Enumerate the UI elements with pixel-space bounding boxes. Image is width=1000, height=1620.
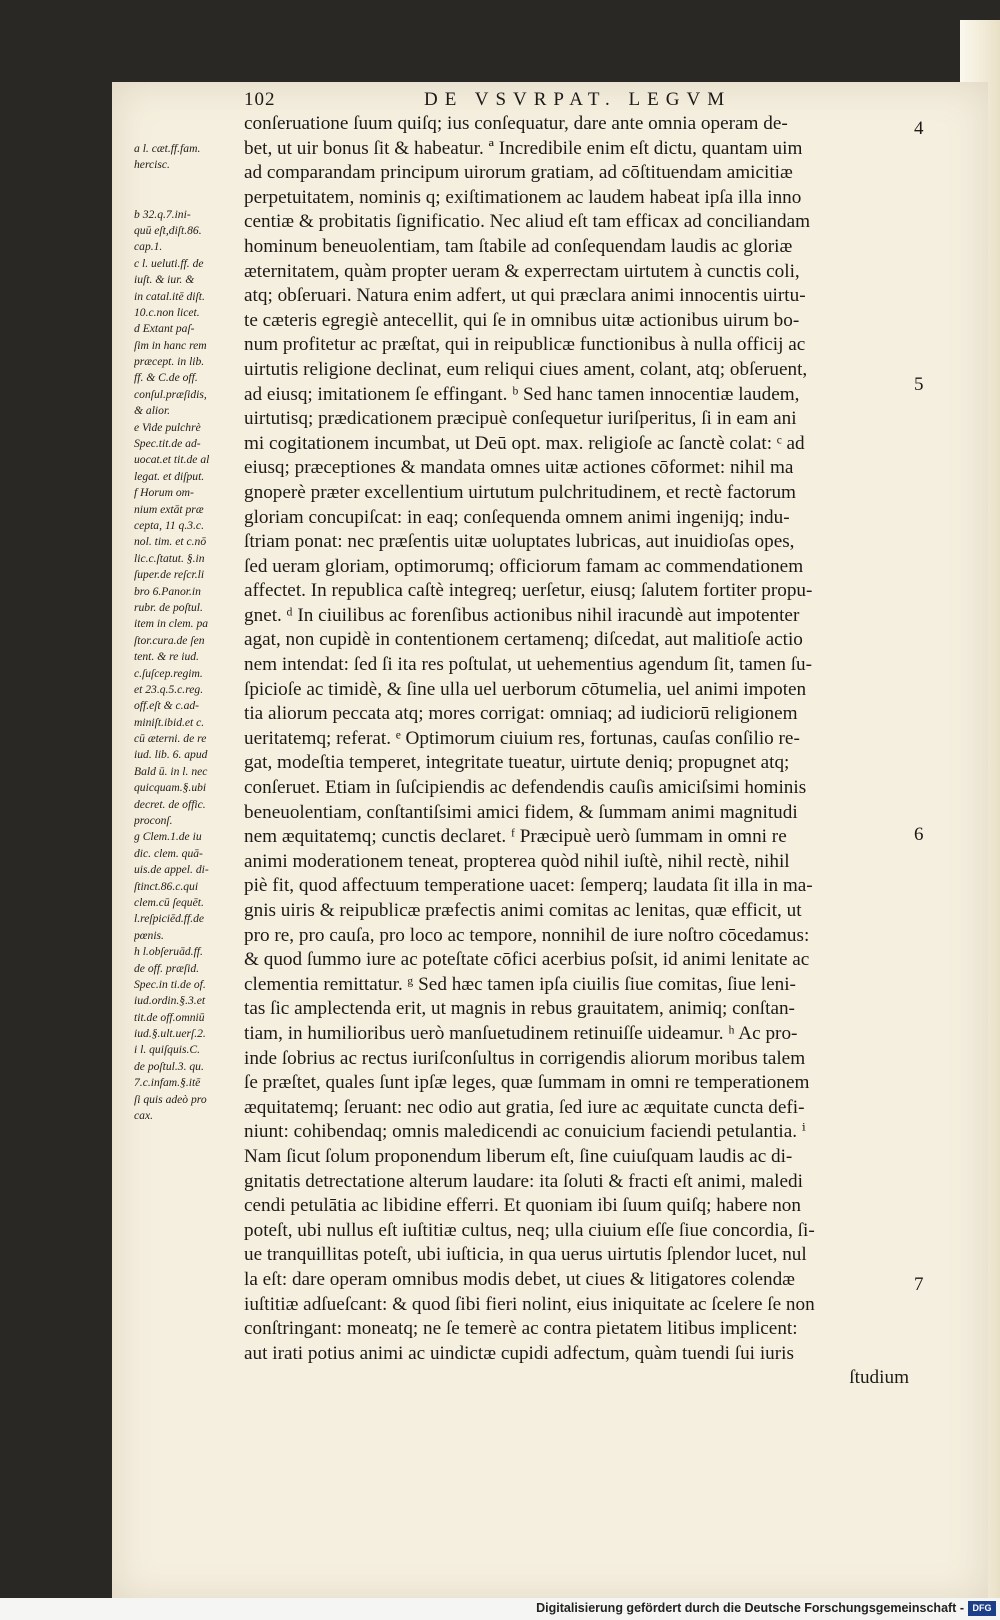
margin-note-line: proconſ. [134, 814, 173, 828]
margin-note-line: c l. ueluti.ff. de [134, 256, 204, 270]
body-line: beneuolentiam, conſtantiſsimi amici fidem, & ſummam animi magnitudi [244, 801, 798, 823]
page-number: 102 [244, 89, 276, 110]
margin-note-line: tent. & re iud. [134, 650, 199, 664]
body-line: uirtutis religione declinat, eum reliqui ciues ament, colant, atq; obſeruent, [244, 358, 808, 380]
margin-note-line: quicquam.§.ubi [134, 781, 207, 795]
margin-note-line: uocat.et tit.de al [134, 453, 210, 467]
page-header [244, 89, 764, 111]
body-line: nem intendat: ſed ſi ita res poſtulat, ut uehementius agendum ſit, tamen ſu- [244, 654, 813, 676]
margin-note-line: iuſt. & iur. & [134, 273, 195, 287]
body-line: agat, non cupidè in contentionem certamenq; diſcedat, aut malitioſe actio [244, 629, 803, 651]
margin-note-line: cap.1. [134, 240, 163, 254]
body-line: perpetuitatem, nominis q; exiſtimationem ac laudem habeat ipſa illa inno [244, 186, 802, 208]
margin-note-line: iud.§.ult.uerſ.2. [134, 1027, 206, 1041]
margin-note-line: iud.ordin.§.3.et [134, 994, 206, 1008]
margin-note-line: off.eſt & c.ad- [134, 699, 200, 713]
margin-note-line: nium extāt præ [134, 502, 204, 516]
running-title: DE VSVRPAT. LEGVM [424, 89, 732, 110]
body-line: ue tranquillitas poteſt, ubi iuſticia, in qua uerus uirtutis ſplendor lucet, nul [244, 1244, 807, 1266]
body-line: centiæ & probitatis ſignificatio. Nec aliud eſt tam efficax ad conciliandam [244, 211, 811, 233]
body-line: piè fit, quod affectuum temperatione uacet: ſemperq; laudata ſit illa in ma- [244, 875, 813, 897]
margin-note-line: ſuper.de reſcr.li [134, 568, 205, 582]
marginal-number-4: 4 [914, 118, 924, 139]
body-line: gloriam concupiſcat: in eaq; conſequenda omnem animi ingenijq; indu- [244, 506, 790, 528]
margin-notes [134, 141, 242, 1124]
marginal-number-7: 7 [914, 1274, 924, 1295]
body-line: gnet. ᵈ In ciuilibus ac forenſibus actionibus nihil iracundè aut impotenter [244, 604, 800, 626]
margin-note-line: clem.cū ſequēt. [134, 895, 204, 909]
margin-note-line: lic.c.ſtatut. §.in [134, 551, 205, 565]
body-line: mi cogitationem incumbat, ut Deū opt. max. religioſe ac ſanctè colat: ᶜ ad [244, 432, 805, 454]
margin-note-line: 10.c.non licet. [134, 305, 200, 319]
body-line: ad comparandam principum uirorum gratiam, ad cōſtituendam amicitiæ [244, 162, 793, 184]
margin-note-line: ſtinct.86.c.qui [134, 879, 199, 893]
body-line: conſeruet. Etiam in ſuſcipiendis ac defendendis cauſis amiciſsimi hominis [244, 777, 807, 799]
margin-note-line: i l. quiſquis.C. [134, 1043, 201, 1057]
margin-note-line: l.reſpiciēd.ff.de [134, 912, 205, 926]
margin-note-line: uis.de appel. di- [134, 863, 209, 877]
margin-note-line: c.ſuſcep.regim. [134, 666, 203, 680]
margin-note-line: Bald ū. in l. nec [134, 764, 208, 778]
margin-note-line: ſtor.cura.de ſen [134, 633, 205, 647]
margin-note-line: cū æterni. de re [134, 732, 207, 746]
margin-note-line: cepta, 11 q.3.c. [134, 518, 204, 532]
body-line: la eſt: dare operam omnibus modis debet, ut ciues & litigatores colendæ [244, 1268, 795, 1290]
body-line: clementia remittatur. ᵍ Sed hæc tamen ipſa ciuilis ſiue comitas, ſiue leni- [244, 973, 796, 995]
margin-note-line: h l.obſeruād.ff. [134, 945, 203, 959]
body-line: bet, ut uir bonus ſit & habeatur. ª Incredibile enim eſt dictu, quantam uim [244, 137, 803, 159]
margin-note-line: Spec.tit.de ad- [134, 437, 201, 451]
body-line: ſed ueram gloriam, optimorumq; officiorum famam ac commendationem [244, 555, 804, 577]
margin-note-line [134, 190, 242, 206]
margin-note-line: b 32.q.7.ini- [134, 207, 191, 221]
body-line: poteſt, ubi nullus eſt iuſtitiæ cultus, neq; ulla ciuium eſſe ſiue concordia, ſi- [244, 1219, 815, 1241]
margin-note-line: ſi quis adeò pro [134, 1092, 207, 1106]
margin-note-line: d Extant paſ- [134, 322, 195, 336]
body-line: tas ſic amplectenda erit, ut magnis in rebus grauitatem, animiq; conſtan- [244, 998, 795, 1020]
body-line: animi moderationem teneat, propterea quòd nihil iuſtè, nihil rectè, nihil [244, 850, 790, 872]
body-line: gat, modeſtia temperet, integritate tueatur, uirtute deniq; propugnet atq; [244, 752, 790, 774]
body-line: niunt: cohibendaq; omnis maledicendi ac conuicium faciendi petulantia. ⁱ [244, 1121, 806, 1143]
body-line: gnitatis detrectatione alterum laudare: ita ſoluti & fracti eſt animi, maledi [244, 1170, 803, 1192]
body-line: affectet. In republica caſtè integreq; uerſetur, eiusq; ſalutem fortiter propu- [244, 580, 813, 602]
body-line: gnis uiris & reipublicæ præfectis animi comitas ac lenitas, quæ efficit, ut [244, 900, 802, 921]
margin-note-line: conſul.præſidis, [134, 387, 207, 401]
margin-note-line: ff. & C.de off. [134, 371, 198, 385]
margin-note-line: in catal.itē diſt. [134, 289, 205, 303]
margin-note-line: dic. clem. quā- [134, 846, 203, 860]
margin-note-line: pœnis. [134, 928, 164, 942]
margin-note-line: decret. de offic. [134, 797, 206, 811]
body-line: nem æquitatemq; cunctis declaret. ᶠ Præcipuè uerò ſummam in omni re [244, 826, 787, 848]
body-line: ad eiusq; imitationem ſe effingant. ᵇ Sed hanc tamen innocentiæ laudem, [244, 383, 800, 405]
footer-bar [0, 1598, 1000, 1620]
margin-note-line: præcept. in lib. [134, 355, 205, 369]
margin-note-line: hercisc. [134, 158, 170, 172]
margin-note-line: de off. præſid. [134, 961, 200, 975]
body-line: tiam, in humilioribus uerò manſuetudinem retinuiſſe uideamur. ʰ Ac pro- [244, 1022, 798, 1044]
margin-note-line: et 23.q.5.c.reg. [134, 682, 204, 696]
body-line: gnoperè præter excellentium uirtutum pulchritudinem, et rectè factorum [244, 481, 796, 503]
body-line: æquitatemq; ſeruant: nec odio aut gratia, ſed iure ac æquitate cuncta defi- [244, 1096, 805, 1118]
margin-note-line: iud. lib. 6. apud [134, 748, 208, 762]
body-line: conſeruatione ſuum quiſq; ius conſequatur, dare ante omnia operam de- [244, 113, 788, 134]
body-line: uirtutisq; prædicationem præcipuè conſequetur iuriſperitus, ſi in eam ani [244, 408, 797, 430]
margin-note-line: e Vide pulchrè [134, 420, 201, 434]
body-line: iuſtitiæ adſueſcant: & quod ſibi fieri nolint, eius iniquitate ac ſcelere ſe non [244, 1293, 815, 1315]
body-line: aut irati potius animi ac uindictæ cupidi adfectum, quàm tuendi ſui iuris [244, 1342, 794, 1364]
body-line: ſtriam ponat: nec præſentis uitæ uoluptates lubricas, aut inuidioſas opes, [244, 531, 795, 553]
body-line: inde ſobrius ac rectus iuriſconſultus in corrigendis aliorum moribus talem [244, 1047, 806, 1069]
body-line: ueritatemq; referat. ᵉ Optimorum ciuium res, fortunas, cauſas conſilio re- [244, 727, 800, 749]
marginal-number-5: 5 [914, 374, 924, 395]
body-line: eiusq; præceptiones & mandata omnes uitæ actiones cōformet: nihil ma [244, 457, 794, 479]
margin-note-line: item in clem. pa [134, 617, 209, 631]
body-line: & quod ſummo iure ac poteſtate cōfici acerbius poſsit, id animi lenitate ac [244, 949, 810, 971]
body-line: te cæteris egregiè antecellit, qui ſe in omnibus uitæ actionibus uirum bo- [244, 309, 800, 331]
body-line: æternitatem, quàm propter ueram & experrectam uirtutem à cunctis coli, [244, 260, 800, 282]
body-line: num profitetur ac præſtat, qui in reipublicæ functionibus à nulla officij ac [244, 334, 806, 356]
body-text [244, 112, 909, 1391]
margin-note-line: tit.de off.omniū [134, 1010, 205, 1024]
margin-note-line: ſim in hanc rem [134, 338, 207, 352]
margin-note-line: miniſt.ibid.et c. [134, 715, 205, 729]
margin-note-line [134, 174, 242, 190]
margin-note-line: Spec.in ti.de of. [134, 977, 206, 991]
body-line: ſpicioſe ac timidè, & ſine ulla uel uerborum cōtumelia, uel animi impoten [244, 678, 807, 700]
margin-note-line: f Horum om- [134, 486, 194, 500]
footer-credit: Digitalisierung gefördert durch die Deutsche Forschungsgemeinschaft - [536, 1601, 964, 1615]
margin-note-line: de poſtul.3. qu. [134, 1059, 204, 1073]
margin-note-line: g Clem.1.de iu [134, 830, 202, 844]
body-line: pro re, pro cauſa, pro loco ac tempore, nonnihil de iure noſtro cōcedamus: [244, 924, 810, 946]
margin-note-line: quū eſt,diſt.86. [134, 223, 202, 237]
body-line: tia aliorum peccata atq; mores corrigat: omniaq; ad iudiciorū religionem [244, 703, 798, 725]
marginal-number-6: 6 [914, 824, 924, 845]
body-line: atq; obſeruari. Natura enim adfert, ut qui præclara animi innocentis uirtu- [244, 285, 806, 307]
body-line: ſe præſtet, quales ſunt ipſæ leges, quæ ſummam in omni re temperationem [244, 1072, 810, 1094]
body-line: conſtringant: moneatq; ne ſe temerè ac contra pietatem litibus implicent: [244, 1318, 798, 1340]
body-line: Nam ſicut ſolum proponendum liberum eſt, ſine cuiuſquam laudis ac di- [244, 1145, 793, 1167]
margin-note-line: rubr. de poſtul. [134, 600, 203, 614]
margin-note-line: 7.c.infam.§.itē [134, 1076, 201, 1090]
margin-note-line: & alior. [134, 404, 171, 418]
margin-note-line: legat. et diſput. [134, 469, 205, 483]
margin-note-line: nol. tim. et c.nō [134, 535, 207, 549]
body-line: cendi petulātia ac libidine efferri. Et quoniam ibi ſuum quiſq; habere non [244, 1195, 801, 1217]
margin-note-line: bro 6.Panor.in [134, 584, 201, 598]
body-line: ſtudium [849, 1367, 909, 1389]
body-line: hominum beneuolentiam, tam ſtabile ad conſequendam laudis ac gloriæ [244, 235, 793, 257]
margin-note-line: cax. [134, 1109, 153, 1123]
margin-note-line: a l. cæt.ff.fam. [134, 142, 201, 155]
dfg-logo-icon: DFG [968, 1601, 996, 1616]
